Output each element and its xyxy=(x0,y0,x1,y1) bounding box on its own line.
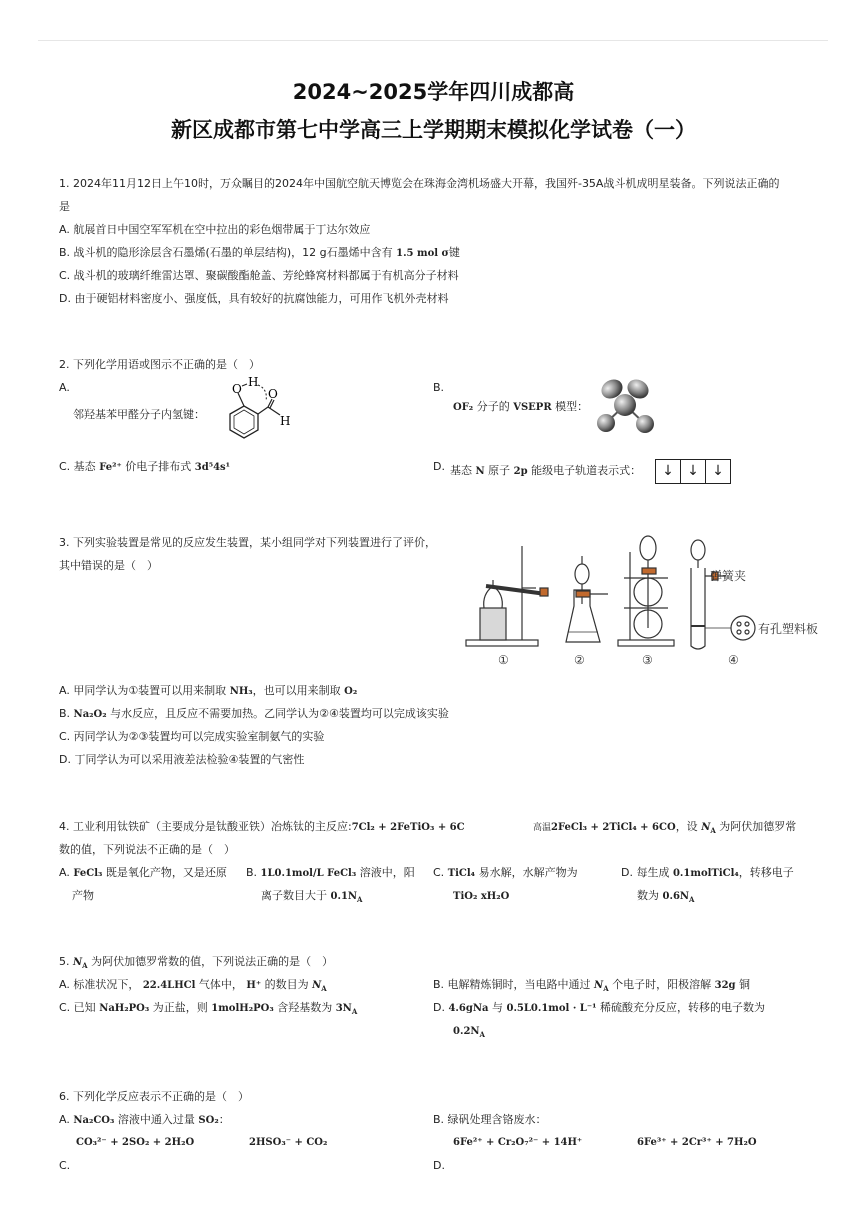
q5-a-mid2: 的数目为 xyxy=(264,978,309,991)
q4-eq-right: 2FeCl₃ + 2TiCl₄ + 6CO xyxy=(551,822,676,833)
q4-stem-post: 为阿伏加德罗常 xyxy=(719,820,797,833)
q4-option-a-line1 xyxy=(59,866,227,881)
q6-a-equation-right: 2HSO₃⁻ + CO₂ xyxy=(249,1137,328,1148)
q4-b-math2: FeCl₃ xyxy=(327,868,357,879)
carbonyl-oxygen-label: O xyxy=(268,387,278,401)
q3-a-pre: A. 甲同学认为①装置可以用来制取 xyxy=(59,684,227,697)
q5-stem-post: 为阿伏加德罗常数的值，下列说法正确的是（ ） xyxy=(91,955,334,968)
q5-b-math: 32g xyxy=(714,980,736,991)
q3-b-post: 与水反应，且反应不需要加热。乙同学认为②④装置均可以完成该实验 xyxy=(110,707,449,720)
q2-b-text xyxy=(453,400,588,415)
q5-na-sub: A xyxy=(82,961,88,971)
q4-option-c-line2 xyxy=(453,889,509,904)
apparatus-3-label: ③ xyxy=(642,653,653,667)
q6-a-mid: 溶液中通入过量 xyxy=(117,1113,195,1126)
q5-stem-pre: 5. xyxy=(59,955,70,968)
q6-option-c: C. xyxy=(59,1159,71,1172)
q6-a-pre: A. xyxy=(59,1113,70,1126)
orbital-box-1: ↓ xyxy=(656,460,681,483)
q3-option-c: C. 丙同学认为②③装置均可以完成实验室制氨气的实验 xyxy=(59,730,325,743)
q6-b-equation-left: 6Fe²⁺ + Cr₂O₇²⁻ + 14H⁺ xyxy=(453,1137,583,1148)
top-divider xyxy=(38,40,828,41)
q3-option-d: D. 丁同学认为可以采用液差法检验④装置的气密性 xyxy=(59,753,305,766)
q1-option-c: C. 战斗机的玻璃纤维雷达罩、聚碳酸酯舱盖、芳纶蜂窝材料都属于有机高分子材料 xyxy=(59,269,459,282)
q1-option-b xyxy=(59,246,460,261)
oxygen-label: O xyxy=(232,382,242,396)
q6-a-colon: ： xyxy=(218,1113,230,1126)
q4-stem-line1 xyxy=(59,820,465,835)
q2-a-label: A. xyxy=(59,381,70,394)
q6-option-b: B. 绿矾处理含铬废水： xyxy=(433,1113,547,1126)
q5-stem xyxy=(59,955,333,973)
spring-clamp-label: 弹簧夹 xyxy=(710,569,747,583)
q2-d-pre: 基态 xyxy=(450,464,472,477)
q4-b2-sub: A xyxy=(357,895,363,905)
q2-b-label: B. xyxy=(433,381,445,394)
q5-option-d-line2 xyxy=(453,1024,485,1042)
q4-c-math: TiCl₄ xyxy=(447,868,476,879)
q2-a-text: 邻羟基苯甲醛分子内氢键： xyxy=(73,408,205,421)
q4-option-d-line2 xyxy=(637,889,694,907)
q4-b-post: 溶液中，阳 xyxy=(359,866,415,879)
q4-stem-mid: ，设 xyxy=(675,820,698,833)
q5-d2-math: 0.2N xyxy=(453,1026,480,1037)
q5-b-pre: B. 电解精炼铜时，当电路中通过 xyxy=(433,978,591,991)
q5-d-math1: 4.6gNa xyxy=(448,1003,489,1014)
q2-d-mid: 原子 xyxy=(488,464,511,477)
q1-stem-line1: 1. 2024年11月12日上午10时，万众瞩目的2024年中国航空航天博览会在珠海金湾机场盛大开幕，我国歼-35A战斗机成明星装备。下列说法正确的 xyxy=(59,177,780,190)
q5-a-math2: H⁺ xyxy=(246,980,262,991)
q5-b-sub: A xyxy=(603,984,609,994)
q5-b-na: N xyxy=(594,980,604,991)
q4-option-d-line1 xyxy=(621,866,794,881)
q4-b2-pre: 离子数目大于 xyxy=(261,889,327,902)
q3-option-b xyxy=(59,707,449,722)
q4-stem-pre: 4. 工业利用钛铁矿（主要成分是钛酸亚铁）冶炼钛的主反应: xyxy=(59,820,352,833)
q4-d2-math: 0.6N xyxy=(662,891,690,902)
q4-d-pre: D. 每生成 xyxy=(621,866,670,879)
apparatus-2-label: ② xyxy=(574,653,585,667)
q4-option-b-line2 xyxy=(261,889,362,907)
q4-b-pre: B. xyxy=(246,866,258,879)
q6-a-math2: SO₂ xyxy=(198,1115,219,1126)
q4-stem-line1b xyxy=(533,820,796,838)
q1-option-a: A. 航展首日中国空军军机在空中拉出的彩色烟带属于丁达尔效应 xyxy=(59,223,371,236)
q2-d-post: 能级电子轨道表示式： xyxy=(531,464,642,477)
apparatus-4-label: ④ xyxy=(728,653,739,667)
apparatus-1-label: ① xyxy=(498,653,509,667)
q2-c-config: 3d⁵4s¹ xyxy=(194,462,231,473)
q5-c-math3: 3N xyxy=(335,1003,352,1014)
q4-option-a-line2: 产物 xyxy=(72,889,94,902)
q3-a-nh3: NH₃ xyxy=(229,686,253,697)
q5-a-sub: A xyxy=(321,984,327,994)
q5-a-na: N xyxy=(312,980,322,991)
q2-d-label: D. xyxy=(433,460,445,473)
q2-c-ion: Fe²⁺ xyxy=(99,462,122,473)
porous-plate-label: 有孔塑料板 xyxy=(758,622,819,636)
q2-b-mid: 分子的 xyxy=(476,400,510,413)
q5-option-c xyxy=(59,1001,357,1019)
page-title-line2: 新区成都市第七中学高三上学期期末模拟化学试卷（一） xyxy=(171,118,696,142)
vsepr-model-figure xyxy=(592,375,662,437)
q2-option-c xyxy=(59,460,230,475)
q1-stem-line2: 是 xyxy=(59,200,70,213)
q5-option-d xyxy=(433,1001,765,1016)
q5-option-b xyxy=(433,978,750,996)
q4-na: N xyxy=(701,822,711,833)
q2-d-2p: 2p xyxy=(513,466,528,477)
q5-c-sub: A xyxy=(351,1007,358,1017)
q5-na: N xyxy=(73,957,83,968)
q4-a-pre: A. xyxy=(59,866,70,879)
q1-b-math: 1.5 mol σ xyxy=(396,248,449,259)
q2-b-vsepr: VSEPR xyxy=(513,402,552,413)
q5-a-math1: 22.4LHCl xyxy=(142,980,196,991)
q4-d-math: 0.1molTiCl₄ xyxy=(672,868,739,879)
q4-c2-math: TiO₂ xH₂O xyxy=(453,891,510,902)
q4-c-post: 易水解，水解产物为 xyxy=(478,866,578,879)
q4-option-b-line1 xyxy=(246,866,415,881)
page-title-line1: 2024~2025学年四川成都高 xyxy=(292,80,575,104)
q2-d-n: N xyxy=(475,466,485,477)
q6-option-a xyxy=(59,1113,230,1128)
q6-option-d: D. xyxy=(433,1159,445,1172)
q4-a-post: 既是氧化产物，又是还原 xyxy=(105,866,227,879)
q4-option-c-line1 xyxy=(433,866,578,881)
q2-b-of2: OF₂ xyxy=(453,402,474,413)
apparatus-figure xyxy=(462,528,819,670)
q3-option-a xyxy=(59,684,357,699)
q3-a-mid: ，也可以用来制取 xyxy=(252,684,341,697)
q2-stem: 2. 下列化学用语或图示不正确的是（ ） xyxy=(59,358,260,371)
q6-a-equation-left: CO₃²⁻ + 2SO₂ + 2H₂O xyxy=(76,1137,195,1148)
q4-c-pre: C. xyxy=(433,866,445,879)
q1-b-text: B. 战斗机的隐形涂层含石墨烯(石墨的单层结构)，12 g石墨烯中含有 xyxy=(59,246,393,259)
q3-b-na2o2: Na₂O₂ xyxy=(73,709,107,720)
q6-b-equation-right: 6Fe³⁺ + 2Cr³⁺ + 7H₂O xyxy=(637,1137,757,1148)
hydrogen-label: H xyxy=(248,375,259,389)
q3-stem-line1: 3. 下列实验装置是常见的反应发生装置，某小组同学对下列装置进行了评价， xyxy=(59,536,436,549)
q4-eq-condition: 高温 xyxy=(533,823,552,833)
q5-b-mid: 个电子时，阳极溶解 xyxy=(612,978,712,991)
q6-a-math1: Na₂CO₃ xyxy=(73,1115,115,1126)
q4-stem-line2: 数的值，下列说法不正确的是（ ） xyxy=(59,843,235,856)
q2-option-d xyxy=(450,464,641,479)
q4-na-sub: A xyxy=(710,826,716,836)
q5-c-pre: C. 已知 xyxy=(59,1001,96,1014)
q5-b-post: 铜 xyxy=(739,978,751,991)
q4-d2-sub: A xyxy=(689,895,695,905)
q1-b-end: 键 xyxy=(448,246,460,259)
q5-d-pre: D. xyxy=(433,1001,445,1014)
q5-c-mid2: 含羟基数为 xyxy=(277,1001,333,1014)
q3-a-o2: O₂ xyxy=(344,686,358,697)
q5-d2-sub: A xyxy=(479,1030,485,1040)
q4-eq-left: 7Cl₂ + 2FeTiO₃ + 6C xyxy=(351,822,465,833)
q4-b-math1: 1L0.1mol/L xyxy=(260,868,324,879)
q3-b-pre: B. xyxy=(59,707,71,720)
q3-stem-line2: 其中错误的是（ ） xyxy=(59,559,158,572)
hydrogen-bond-structure-figure xyxy=(206,373,296,453)
q5-d-mid: 与 xyxy=(491,1001,503,1014)
q4-a-math: FeCl₃ xyxy=(73,868,103,879)
q5-option-a xyxy=(59,978,327,996)
q2-b-post: 模型： xyxy=(555,400,589,413)
q4-d-post: ，转移电子 xyxy=(738,866,794,879)
q4-b2-math: 0.1N xyxy=(330,891,358,902)
q5-c-math2: 1molH₂PO₃ xyxy=(211,1003,274,1014)
q5-a-pre: A. 标准状况下， xyxy=(59,978,140,991)
orbital-box-2: ↓ xyxy=(681,460,706,483)
q6-stem: 6. 下列化学反应表示不正确的是（ ） xyxy=(59,1090,249,1103)
q2-c-mid: 价电子排布式 xyxy=(125,460,192,473)
q4-d2-pre: 数为 xyxy=(637,889,659,902)
orbital-box-3: ↓ xyxy=(712,463,724,479)
q5-a-mid1: 气体中， xyxy=(198,978,243,991)
q1-option-d: D. 由于硬铝材料密度小、强度低，具有较好的抗腐蚀能力，可用作飞机外壳材料 xyxy=(59,292,449,305)
orbital-diagram xyxy=(655,459,731,484)
q5-c-math1: NaH₂PO₃ xyxy=(99,1003,150,1014)
aldehyde-hydrogen-label: H xyxy=(280,414,291,428)
q5-c-mid: 为正盐，则 xyxy=(152,1001,208,1014)
q5-d-post: 稀硫酸充分反应，转移的电子数为 xyxy=(600,1001,765,1014)
q2-c-label: C. 基态 xyxy=(59,460,96,473)
q5-d-math2: 0.5L0.1mol · L⁻¹ xyxy=(506,1003,597,1014)
